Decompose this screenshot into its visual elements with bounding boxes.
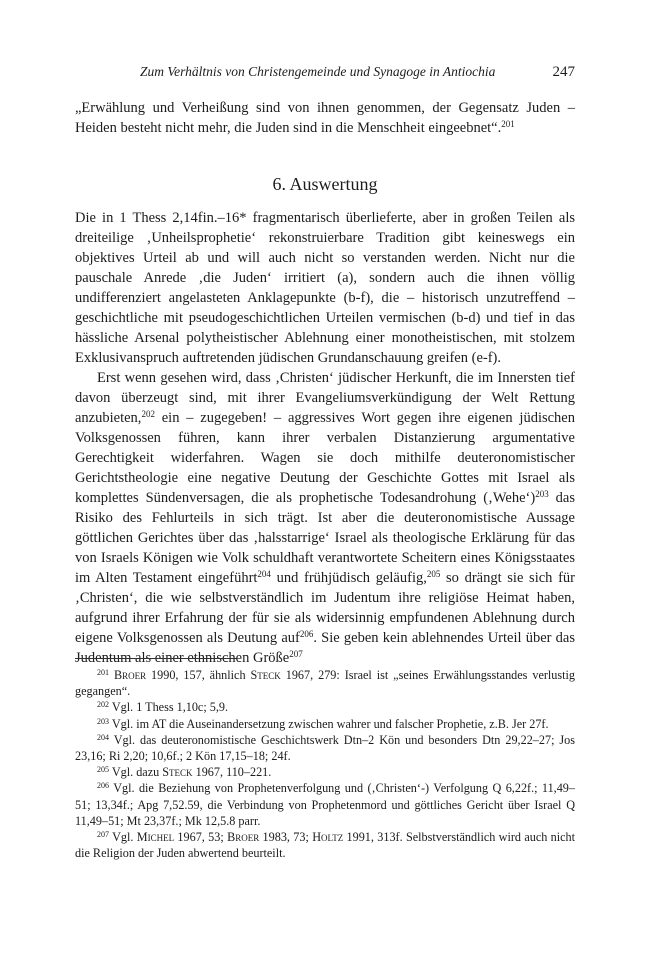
footnote-201 (75, 667, 575, 699)
footnote-author: Michel (136, 830, 175, 845)
page-number: 247 (552, 64, 575, 80)
footnote-author: Steck (162, 765, 193, 780)
footnote-number: 204 (97, 732, 109, 742)
footnote-203 (75, 716, 575, 732)
footnote-206 (75, 780, 575, 829)
paragraph-2 (75, 368, 575, 668)
running-title: Zum Verhältnis von Christengemeinde und Synagoge in Antiochia (140, 64, 496, 79)
quote-block (75, 98, 575, 138)
footnote-number: 202 (97, 700, 109, 710)
footnote-ref: 204 (257, 569, 271, 579)
paragraph-2-text: Erst wenn gesehen wird, dass ‚Christen‘ jüdischer Herkunft, die im Innersten tief davon überzeugt sind, mit ihrer Evangeliumsverkündigung der Welt Rettung anzubieten, (75, 370, 575, 426)
paragraph-2-text: und frühjüdisch geläufig, (270, 570, 427, 586)
footnote-number: 201 (97, 668, 109, 677)
footnote-text: Vgl. die Beziehung von Prophetenverfolgung und (‚Christen‘-) Verfolgung Q 6,22f.; 11,49–51; 13,34f.; Apg 7,52.59, die Verbindung von Prophetenmord und göttliches Gericht über Israel Q 11,49–51; Mt 23,37f.; Mk 12,5.8 parr. (75, 781, 575, 828)
running-head (75, 62, 575, 82)
footnote-text: Vgl. 1 Thess 1,10c; 5,9. (111, 700, 229, 715)
footnote-author: Holtz (312, 830, 344, 845)
paragraph-2-text: so drängt sie sich für ‚Christen‘, die wie selbstverständlich im Judentum ihre religiöse Heimat haben, aufgrund ihrer Erfahrung der für sie als widersinnig empfundenen Ablehnung durch eigene Volksgenossen als Deutung auf (75, 570, 575, 646)
footnote-text: 1991, 313f. Selbstverständlich wird auch nicht die Religion der Juden abwertend beurteilt. (75, 830, 576, 861)
footnote-author: Broer (113, 668, 147, 682)
paragraph-2-text: . Sie geben kein ablehnendes Urteil über das Judentum als einer ethnischen Größe (75, 630, 576, 666)
paragraph-1: Die in 1 Thess 2,14fin.–16* fragmentarisch überlieferte, aber in großen Teilen als dreiteilige ‚Unheilsprophetie‘ rekonstruierbare Tradition gibt keineswegs ein objektives Urteil ab und will auch nicht so verstanden werden. Nicht nur die pauschale Anrede ‚die Juden‘ irritiert (a), sondern auch die ihnen völlig undifferenziert angelasteten Anklagepunkte (b-f), die – historisch unzutreffend – geschichtliche mit pseudogeschichtlichen Urteilen vermischen (b-d) und tief in das hässliche Arsenal polytheistischer Ablehnung einer monotheistischen, mit stolzem Exklusivanspruch auftretenden jüdischen Grundanschauung greifen (e-f). (75, 210, 575, 366)
footnote-text: 1967, 279: Israel ist „seines Erwählungsstandes verlustig gegangen“. (75, 668, 576, 699)
section-heading: 6. Auswertung (272, 174, 378, 194)
paragraph-2-text: das Risiko des Fehlurteils in sich trägt. Ist aber die deuteronomistische Aussage göttlichen Gerichtes über das ‚halsstarrige‘ Israel als theologische Erklärung für das von Israels Königen wie Volk schuldhaft verantwortete Scheitern eines Königsstaates im Alten Testament eingeführt (75, 490, 575, 586)
footnote-divider (75, 658, 237, 659)
footnote-text: Vgl. dazu (111, 765, 163, 780)
footnote-number: 205 (97, 765, 109, 775)
footnote-text: 1967, 110–221. (192, 765, 272, 780)
footnote-ref: 207 (289, 649, 303, 659)
footnote-ref: 201 (501, 119, 515, 129)
footnote-ref: 202 (141, 409, 155, 419)
paragraph-2-text: ein – zugegeben! – aggressives Wort gegen ihre eigenen jüdischen Volksgenossen führen, kann ihrer verbalen Distanzierung argumentative Gerechtigkeit widerfahren. Wagen sie doch mithilfe deuteronomistischer Gerichtstheologie eine negative Deutung der Geschichte Gottes mit Israel als komplettes Sündenversagen, die als prophetische Todesandrohung (‚Wehe‘) (75, 410, 575, 506)
footnote-text: Vgl. das deuteronomistische Geschichtswerk Dtn–2 Kön und besonders Dtn 29,22–27; Jos 23,16; Ri 2,20; 10,6f.; 2 Kön 17,15–18; 24f. (75, 732, 576, 764)
footnote-ref: 203 (535, 489, 549, 499)
footnote-207 (75, 829, 575, 861)
footnote-author: Steck (250, 668, 281, 682)
main-text (75, 208, 575, 668)
footnote-number: 203 (97, 716, 109, 726)
footnotes (75, 667, 575, 861)
footnote-text: 1990, 157, ähnlich (146, 668, 251, 682)
footnote-number: 206 (97, 781, 109, 791)
footnote-text: Vgl. im AT die Auseinandersetzung zwischen wahrer und falscher Prophetie, z.B. Jer 27f. (111, 716, 549, 731)
footnote-number: 207 (97, 830, 109, 840)
footnote-ref: 205 (426, 569, 441, 579)
quote-text: „Erwählung und Verheißung sind von ihnen genommen, der Gegensatz Juden – Heiden besteht nicht mehr, die Juden sind in die Menschheit eingeebnet“. (75, 100, 575, 136)
footnote-author: Broer (227, 830, 260, 845)
footnote-204 (75, 732, 575, 764)
footnote-205 (75, 764, 575, 780)
footnote-ref: 206 (299, 629, 314, 639)
footnote-202 (75, 699, 575, 715)
footnote-text: 1967, 53; (174, 830, 228, 845)
footnote-text: Vgl. (112, 830, 137, 845)
footnote-text: 1983, 73; (259, 830, 313, 845)
quote-paragraph (75, 98, 575, 138)
